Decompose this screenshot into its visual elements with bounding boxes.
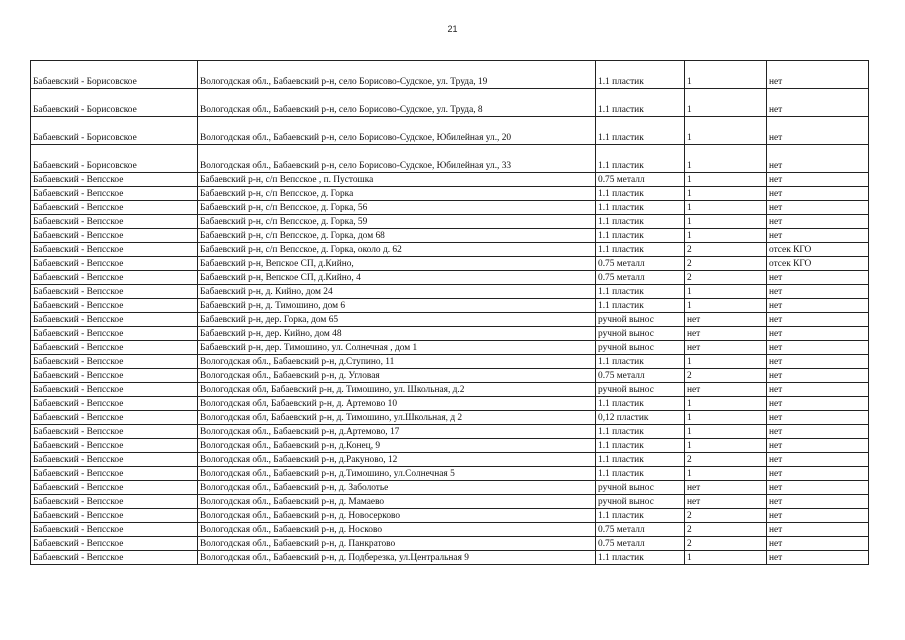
kgo-compartment-cell: нет bbox=[767, 299, 869, 313]
district-cell: Бабаевский - Вепсское bbox=[31, 257, 198, 271]
address-cell: Вологодская обл., Бабаевский р-н, село Борисово-Судское, ул. Труда, 8 bbox=[198, 89, 596, 117]
address-cell: Бабаевский р-н, Вепское СП, д.Кийно, bbox=[198, 257, 596, 271]
address-cell: Бабаевский р-н, с/п Вепсское, д. Горка, дом 68 bbox=[198, 229, 596, 243]
district-cell: Бабаевский - Вепсское bbox=[31, 201, 198, 215]
district-cell: Бабаевский - Борисовское bbox=[31, 89, 198, 117]
container-type-cell: 1.1 пластик bbox=[596, 509, 685, 523]
container-type-cell: 1.1 пластик bbox=[596, 61, 685, 89]
container-count-cell: нет bbox=[685, 327, 767, 341]
address-cell: Вологодская обл, Бабаевский р-н, д. Артемово 10 bbox=[198, 397, 596, 411]
page-number: 21 bbox=[447, 24, 458, 34]
kgo-compartment-cell: нет bbox=[767, 355, 869, 369]
container-count-cell: 2 bbox=[685, 523, 767, 537]
address-cell: Бабаевский р-н, Вепское СП, д.Кийно, 4 bbox=[198, 271, 596, 285]
district-cell: Бабаевский - Вепсское bbox=[31, 369, 198, 383]
container-count-cell: 1 bbox=[685, 61, 767, 89]
container-count-cell: нет bbox=[685, 383, 767, 397]
kgo-compartment-cell: нет bbox=[767, 341, 869, 355]
container-type-cell: 1.1 пластик bbox=[596, 299, 685, 313]
table-row bbox=[31, 89, 869, 117]
container-sites-table bbox=[30, 60, 869, 565]
kgo-compartment-cell: нет bbox=[767, 467, 869, 481]
container-type-cell: 1.1 пластик bbox=[596, 397, 685, 411]
table-row bbox=[31, 495, 869, 509]
district-cell: Бабаевский - Вепсское bbox=[31, 551, 198, 565]
table-row bbox=[31, 117, 869, 145]
table-row bbox=[31, 229, 869, 243]
district-cell: Бабаевский - Вепсское bbox=[31, 411, 198, 425]
district-cell: Бабаевский - Вепсское bbox=[31, 537, 198, 551]
table-row bbox=[31, 383, 869, 397]
container-type-cell: 1.1 пластик bbox=[596, 229, 685, 243]
table-row bbox=[31, 299, 869, 313]
kgo-compartment-cell: нет bbox=[767, 285, 869, 299]
address-cell: Вологодская обл., Бабаевский р-н, село Борисово-Судское, Юбилейная ул., 33 bbox=[198, 145, 596, 173]
address-cell: Бабаевский р-н, с/п Вепсское, д. Горка, около д. 62 bbox=[198, 243, 596, 257]
district-cell: Бабаевский - Вепсское bbox=[31, 243, 198, 257]
container-type-cell: 1.1 пластик bbox=[596, 551, 685, 565]
container-count-cell: 1 bbox=[685, 425, 767, 439]
district-cell: Бабаевский - Вепсское bbox=[31, 453, 198, 467]
address-cell: Бабаевский р-н, дер. Горка, дом 65 bbox=[198, 313, 596, 327]
table-body bbox=[31, 61, 869, 565]
address-cell: Вологодская обл., Бабаевский р-н, село Борисово-Судское, ул. Труда, 19 bbox=[198, 61, 596, 89]
address-cell: Бабаевский р-н, с/п Вепсское, д. Горка, 59 bbox=[198, 215, 596, 229]
kgo-compartment-cell: нет bbox=[767, 215, 869, 229]
district-cell: Бабаевский - Борисовское bbox=[31, 61, 198, 89]
container-type-cell: ручной вынос bbox=[596, 327, 685, 341]
container-count-cell: 1 bbox=[685, 551, 767, 565]
container-type-cell: 0.75 металл bbox=[596, 271, 685, 285]
container-type-cell: 1.1 пластик bbox=[596, 201, 685, 215]
table-row bbox=[31, 285, 869, 299]
address-cell: Вологодская обл., Бабаевский р-н, д. Новосерково bbox=[198, 509, 596, 523]
kgo-compartment-cell: нет bbox=[767, 229, 869, 243]
kgo-compartment-cell: нет bbox=[767, 117, 869, 145]
container-type-cell: 1.1 пластик bbox=[596, 439, 685, 453]
container-type-cell: 1.1 пластик bbox=[596, 89, 685, 117]
address-cell: Бабаевский р-н, дер. Кийно, дом 48 bbox=[198, 327, 596, 341]
district-cell: Бабаевский - Вепсское bbox=[31, 355, 198, 369]
container-type-cell: 0.75 металл bbox=[596, 523, 685, 537]
address-cell: Бабаевский р-н, с/п Вепсское, д. Горка, 56 bbox=[198, 201, 596, 215]
container-type-cell: 0.75 металл bbox=[596, 173, 685, 187]
table-row bbox=[31, 145, 869, 173]
kgo-compartment-cell: нет bbox=[767, 425, 869, 439]
district-cell: Бабаевский - Вепсское bbox=[31, 383, 198, 397]
container-type-cell: 0.75 металл bbox=[596, 257, 685, 271]
container-type-cell: ручной вынос bbox=[596, 313, 685, 327]
address-cell: Вологодская обл., Бабаевский р-н, д. Угловая bbox=[198, 369, 596, 383]
container-count-cell: 1 bbox=[685, 215, 767, 229]
address-cell: Бабаевский р-н, д. Тимошино, дом 6 bbox=[198, 299, 596, 313]
table-row bbox=[31, 243, 869, 257]
container-type-cell: 1.1 пластик bbox=[596, 355, 685, 369]
container-type-cell: 1.1 пластик bbox=[596, 215, 685, 229]
container-type-cell: 0.75 металл bbox=[596, 369, 685, 383]
container-type-cell: 0,12 пластик bbox=[596, 411, 685, 425]
kgo-compartment-cell: нет bbox=[767, 187, 869, 201]
table-row bbox=[31, 523, 869, 537]
container-count-cell: 2 bbox=[685, 271, 767, 285]
container-type-cell: 1.1 пластик bbox=[596, 117, 685, 145]
district-cell: Бабаевский - Вепсское bbox=[31, 481, 198, 495]
kgo-compartment-cell: нет bbox=[767, 509, 869, 523]
kgo-compartment-cell: нет bbox=[767, 523, 869, 537]
district-cell: Бабаевский - Вепсское bbox=[31, 313, 198, 327]
address-cell: Вологодская обл, Бабаевский р-н, д. Тимошино, ул.Школьная, д 2 bbox=[198, 411, 596, 425]
table-row bbox=[31, 425, 869, 439]
district-cell: Бабаевский - Вепсское bbox=[31, 341, 198, 355]
container-type-cell: 1.1 пластик bbox=[596, 285, 685, 299]
container-type-cell: 1.1 пластик bbox=[596, 425, 685, 439]
table-row bbox=[31, 369, 869, 383]
kgo-compartment-cell: нет bbox=[767, 481, 869, 495]
address-cell: Вологодская обл., Бабаевский р-н, д.Ракуново, 12 bbox=[198, 453, 596, 467]
container-count-cell: 2 bbox=[685, 243, 767, 257]
container-type-cell: 1.1 пластик bbox=[596, 187, 685, 201]
district-cell: Бабаевский - Вепсское bbox=[31, 467, 198, 481]
container-count-cell: 1 bbox=[685, 201, 767, 215]
kgo-compartment-cell: нет bbox=[767, 453, 869, 467]
container-count-cell: 1 bbox=[685, 229, 767, 243]
address-cell: Вологодская обл., Бабаевский р-н, д.Ступино, 11 bbox=[198, 355, 596, 369]
kgo-compartment-cell: нет bbox=[767, 551, 869, 565]
table-row bbox=[31, 327, 869, 341]
table-row bbox=[31, 551, 869, 565]
table-row bbox=[31, 173, 869, 187]
container-type-cell: 1.1 пластик bbox=[596, 145, 685, 173]
container-count-cell: 1 bbox=[685, 187, 767, 201]
address-cell: Вологодская обл., Бабаевский р-н, д.Тимошино, ул.Солнечная 5 bbox=[198, 467, 596, 481]
kgo-compartment-cell: отсек КГО bbox=[767, 243, 869, 257]
table-row bbox=[31, 257, 869, 271]
table-row bbox=[31, 537, 869, 551]
district-cell: Бабаевский - Вепсское bbox=[31, 299, 198, 313]
table-row bbox=[31, 313, 869, 327]
container-count-cell: 1 bbox=[685, 397, 767, 411]
container-type-cell: ручной вынос bbox=[596, 495, 685, 509]
table-row bbox=[31, 397, 869, 411]
table-row bbox=[31, 271, 869, 285]
container-count-cell: нет bbox=[685, 341, 767, 355]
table-row bbox=[31, 467, 869, 481]
district-cell: Бабаевский - Вепсское bbox=[31, 187, 198, 201]
container-count-cell: 1 bbox=[685, 467, 767, 481]
container-count-cell: 1 bbox=[685, 117, 767, 145]
table-row bbox=[31, 411, 869, 425]
district-cell: Бабаевский - Вепсское bbox=[31, 229, 198, 243]
district-cell: Бабаевский - Вепсское bbox=[31, 523, 198, 537]
kgo-compartment-cell: нет bbox=[767, 61, 869, 89]
district-cell: Бабаевский - Вепсское bbox=[31, 509, 198, 523]
container-type-cell: 1.1 пластик bbox=[596, 243, 685, 257]
container-count-cell: нет bbox=[685, 481, 767, 495]
kgo-compartment-cell: нет bbox=[767, 201, 869, 215]
container-count-cell: 1 bbox=[685, 411, 767, 425]
container-count-cell: 1 bbox=[685, 173, 767, 187]
district-cell: Бабаевский - Борисовское bbox=[31, 117, 198, 145]
container-type-cell: ручной вынос bbox=[596, 383, 685, 397]
container-count-cell: нет bbox=[685, 313, 767, 327]
kgo-compartment-cell: нет bbox=[767, 313, 869, 327]
container-type-cell: 1.1 пластик bbox=[596, 453, 685, 467]
district-cell: Бабаевский - Вепсское bbox=[31, 439, 198, 453]
table-row bbox=[31, 201, 869, 215]
kgo-compartment-cell: нет bbox=[767, 411, 869, 425]
container-type-cell: ручной вынос bbox=[596, 481, 685, 495]
address-cell: Бабаевский р-н, с/п Вепсское, д. Горка bbox=[198, 187, 596, 201]
address-cell: Вологодская обл., Бабаевский р-н, д. Носково bbox=[198, 523, 596, 537]
container-count-cell: 1 bbox=[685, 89, 767, 117]
container-count-cell: 1 bbox=[685, 299, 767, 313]
kgo-compartment-cell: нет bbox=[767, 145, 869, 173]
container-count-cell: 2 bbox=[685, 537, 767, 551]
container-count-cell: 1 bbox=[685, 285, 767, 299]
container-count-cell: 1 bbox=[685, 355, 767, 369]
container-type-cell: 1.1 пластик bbox=[596, 467, 685, 481]
kgo-compartment-cell: отсек КГО bbox=[767, 257, 869, 271]
table-row bbox=[31, 187, 869, 201]
address-cell: Вологодская обл., Бабаевский р-н, д.Артемово, 17 bbox=[198, 425, 596, 439]
district-cell: Бабаевский - Вепсское bbox=[31, 425, 198, 439]
address-cell: Вологодская обл., Бабаевский р-н, д. Подберезка, ул.Центральная 9 bbox=[198, 551, 596, 565]
district-cell: Бабаевский - Вепсское bbox=[31, 327, 198, 341]
table-row bbox=[31, 481, 869, 495]
kgo-compartment-cell: нет bbox=[767, 173, 869, 187]
district-cell: Бабаевский - Вепсское bbox=[31, 495, 198, 509]
kgo-compartment-cell: нет bbox=[767, 383, 869, 397]
container-count-cell: 2 bbox=[685, 257, 767, 271]
container-count-cell: 1 bbox=[685, 145, 767, 173]
container-type-cell: ручной вынос bbox=[596, 341, 685, 355]
table-row bbox=[31, 509, 869, 523]
district-cell: Бабаевский - Вепсское bbox=[31, 285, 198, 299]
container-type-cell: 0.75 металл bbox=[596, 537, 685, 551]
address-cell: Бабаевский р-н, с/п Вепсское , п. Пустошка bbox=[198, 173, 596, 187]
address-cell: Вологодская обл., Бабаевский р-н, д. Мамаево bbox=[198, 495, 596, 509]
kgo-compartment-cell: нет bbox=[767, 439, 869, 453]
district-cell: Бабаевский - Вепсское bbox=[31, 397, 198, 411]
district-cell: Бабаевский - Борисовское bbox=[31, 145, 198, 173]
address-cell: Вологодская обл., Бабаевский р-н, д. Панкратово bbox=[198, 537, 596, 551]
address-cell: Бабаевский р-н, д. Кийно, дом 24 bbox=[198, 285, 596, 299]
container-count-cell: 2 bbox=[685, 453, 767, 467]
table-row bbox=[31, 215, 869, 229]
kgo-compartment-cell: нет bbox=[767, 369, 869, 383]
container-count-cell: 2 bbox=[685, 509, 767, 523]
district-cell: Бабаевский - Вепсское bbox=[31, 271, 198, 285]
table-row bbox=[31, 61, 869, 89]
district-cell: Бабаевский - Вепсское bbox=[31, 173, 198, 187]
container-count-cell: нет bbox=[685, 495, 767, 509]
district-cell: Бабаевский - Вепсское bbox=[31, 215, 198, 229]
kgo-compartment-cell: нет bbox=[767, 327, 869, 341]
kgo-compartment-cell: нет bbox=[767, 397, 869, 411]
kgo-compartment-cell: нет bbox=[767, 271, 869, 285]
container-count-cell: 1 bbox=[685, 439, 767, 453]
address-cell: Вологодская обл., Бабаевский р-н, д.Конец, 9 bbox=[198, 439, 596, 453]
kgo-compartment-cell: нет bbox=[767, 495, 869, 509]
address-cell: Вологодская обл, Бабаевский р-н, д. Тимошино, ул. Школьная, д.2 bbox=[198, 383, 596, 397]
kgo-compartment-cell: нет bbox=[767, 89, 869, 117]
address-cell: Вологодская обл., Бабаевский р-н, село Борисово-Судское, Юбилейная ул., 20 bbox=[198, 117, 596, 145]
table-row bbox=[31, 439, 869, 453]
table-row bbox=[31, 341, 869, 355]
address-cell: Вологодская обл., Бабаевский р-н, д. Заболотье bbox=[198, 481, 596, 495]
table-row bbox=[31, 355, 869, 369]
address-cell: Бабаевский р-н, дер. Тимошино, ул. Солнечная , дом 1 bbox=[198, 341, 596, 355]
kgo-compartment-cell: нет bbox=[767, 537, 869, 551]
table-row bbox=[31, 453, 869, 467]
container-count-cell: 2 bbox=[685, 369, 767, 383]
